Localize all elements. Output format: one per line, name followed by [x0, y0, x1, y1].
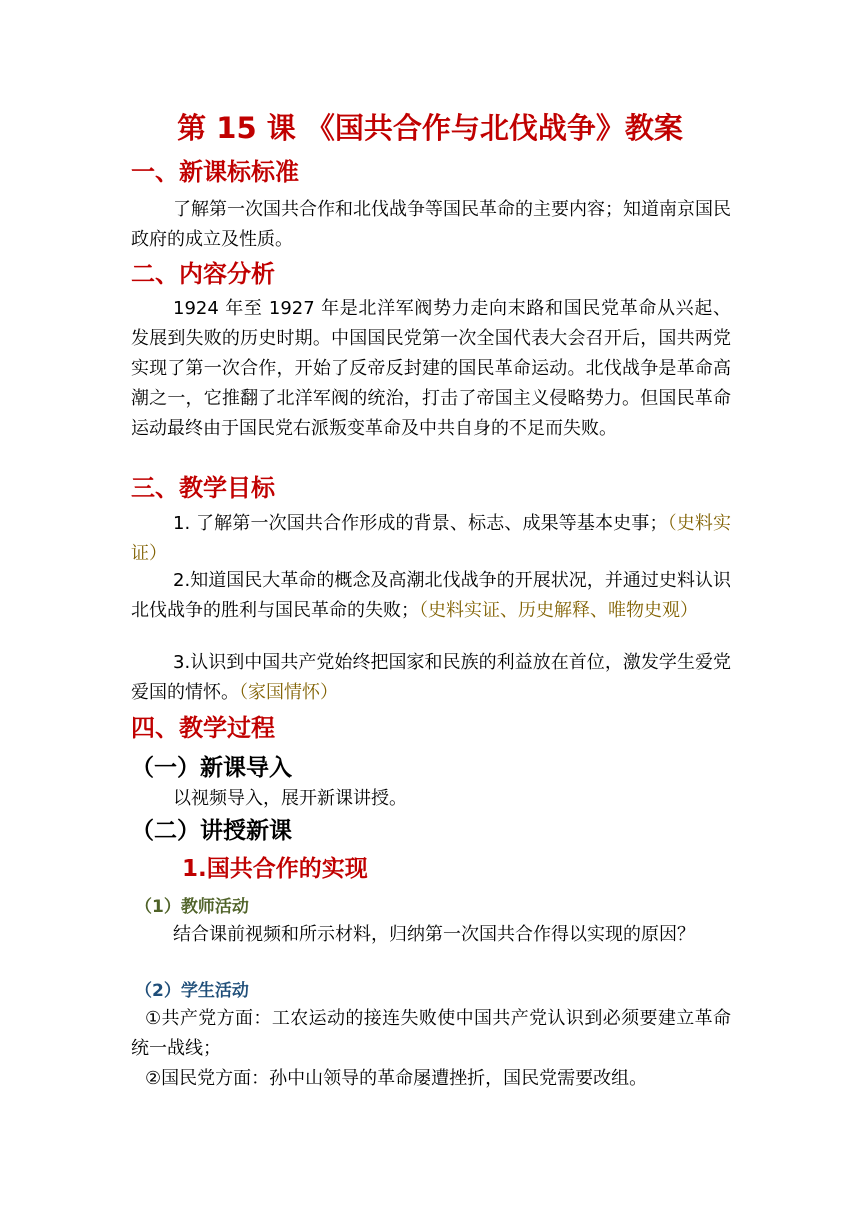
- teaching-goal-item: [131, 509, 731, 569]
- competency-tag: （史料实证）: [131, 513, 731, 564]
- subsection-heading-new-lesson: （二）讲授新课: [131, 818, 292, 844]
- section-heading-content-analysis: 二、内容分析: [131, 260, 275, 288]
- goal-text: 3.认识到中国共产党始终把国家和民族的利益放在首位，激发学生爱党爱国的情怀。: [131, 652, 731, 703]
- curriculum-standard-text: 了解第一次国共合作和北伐战争等国民革命的主要内容；知道南京国民政府的成立及性质。: [131, 199, 731, 250]
- topic-heading: 1.国共合作的实现: [182, 856, 368, 882]
- teaching-goal-item: [131, 648, 731, 708]
- teacher-activity-heading: （1）教师活动: [135, 897, 249, 917]
- document-title: 第 15 课 《国共合作与北伐战争》教案: [177, 111, 683, 145]
- goal-text: 2.知道国民大革命的概念及高潮北伐战争的开展状况，并通过史料认识北伐战争的胜利与国民革命的失败；: [131, 570, 731, 621]
- teaching-goal-item: [131, 566, 731, 626]
- competency-tag: （史料实证、历史解释、唯物史观）: [419, 600, 698, 621]
- teacher-activity-text: 结合课前视频和所示材料，归纳第一次国共合作得以实现的原因？: [173, 924, 695, 945]
- student-activity-heading: （2）学生活动: [135, 981, 249, 1001]
- content-analysis-text: 1924 年至 1927 年是北洋军阀势力走向末路和国民党革命从兴起、发展到失败的历史时期。中国国民党第一次全国代表大会召开后，国共两党实现了第一次合作，开始了反帝反封建的国民革命运动。北伐战争是革命高潮之一，它推翻了北洋军阀的统治，打击了帝国主义侵略势力。但国民革命运动最终由于国民党右派叛变革命及中共自身的不足而失败。: [131, 298, 731, 439]
- section-heading-teaching-goals: 三、教学目标: [131, 474, 275, 502]
- student-activity-item: ②国民党方面：孙中山领导的革命屡遭挫折，国民党需要改组。: [145, 1068, 648, 1089]
- subsection-heading-introduction: （一）新课导入: [131, 755, 292, 781]
- introduction-text: 以视频导入，展开新课讲授。: [173, 788, 407, 809]
- competency-tag: （家国情怀）: [239, 682, 338, 703]
- section-heading-curriculum-standard: 一、新课标标准: [131, 158, 299, 186]
- goal-text: 1. 了解第一次国共合作形成的背景、标志、成果等基本史事；: [173, 513, 668, 534]
- section-heading-teaching-process: 四、教学过程: [131, 714, 275, 742]
- student-activity-item: ①共产党方面：工农运动的接连失败使中国共产党认识到必须要建立革命统一战线；: [131, 1008, 731, 1059]
